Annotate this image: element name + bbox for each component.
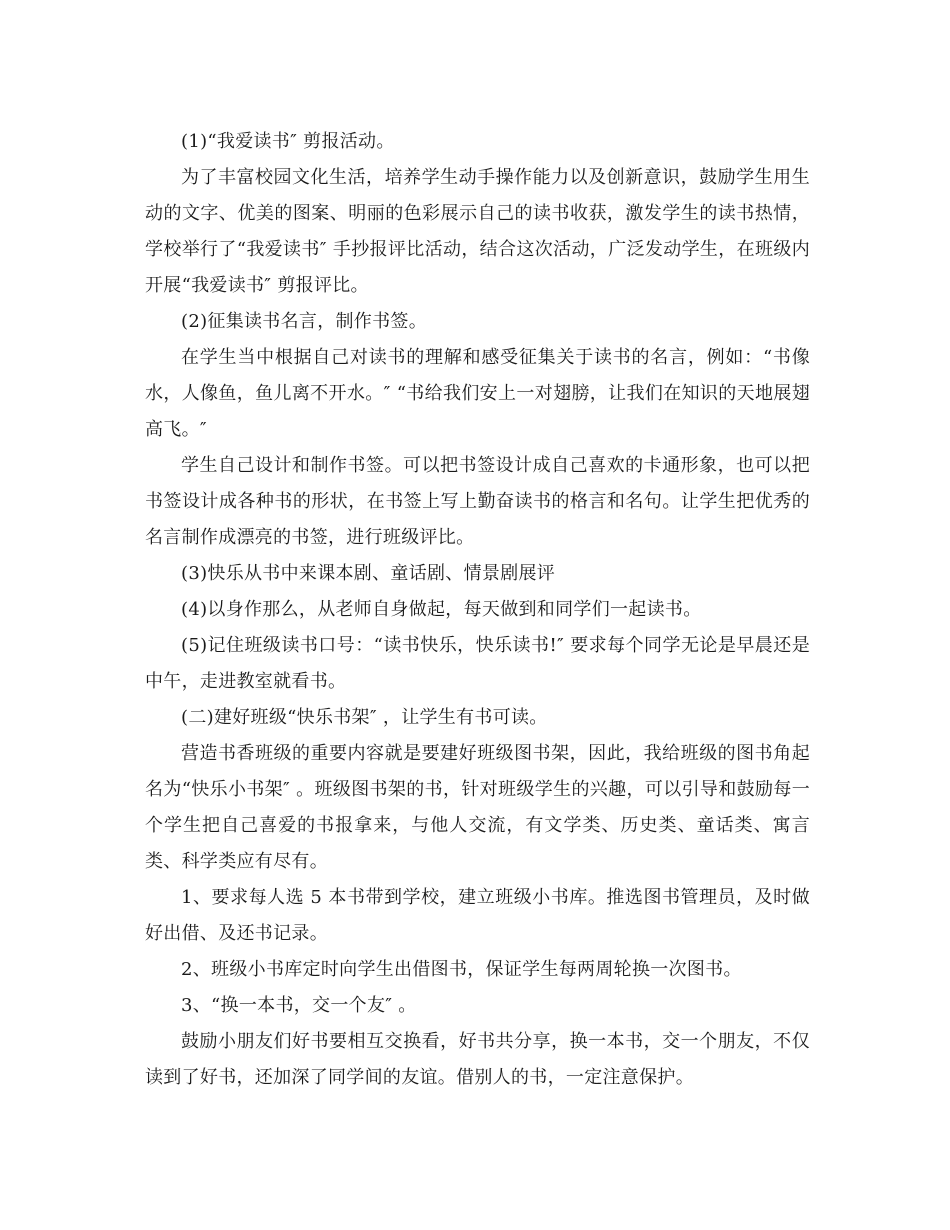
paragraph-rule-2: 2、班级小书库定时向学生出借图书，保证学生每两周轮换一次图书。	[181, 959, 742, 980]
paragraph-teacher-example: (4)以身作那么，从老师自身做起，每天做到和同学们一起读书。	[181, 599, 702, 620]
paragraph-quotes: 在学生当中根据自己对读书的理解和感受征集关于读书的名言，例如：“书像水，人像鱼，鱼儿离不开水。″ “书给我们安上一对翅膀，让我们在知识的天地展翅高飞。″	[145, 347, 810, 440]
paragraph-bookshelf-heading: (二)建好班级“快乐书架″ ，让学生有书可读。	[181, 707, 548, 728]
paragraph-rule-3: 3、“换一本书，交一个友″ 。	[181, 995, 417, 1016]
paragraph-clipping-activity: (1)“我爱读书″ 剪报活动。	[181, 131, 395, 152]
paragraph-bookshelf-details: 营造书香班级的重要内容就是要建好班级图书架，因此，我给班级的图书角起名为“快乐小书架″ 。班级图书架的书，针对班级学生的兴趣，可以引导和鼓励每一个学生把自己喜爱的书报拿来，与他人交流，有文学类、历史类、童话类、寓言类、科学类应有尽有。	[145, 743, 810, 872]
paragraph-drama: (3)快乐从书中来课本剧、童话剧、情景剧展评	[181, 563, 556, 584]
paragraph-bookmark-design: 学生自己设计和制作书签。可以把书签设计成自己喜欢的卡通形象，也可以把书签设计成各种书的形状，在书签上写上勤奋读书的格言和名句。让学生把优秀的名言制作成漂亮的书签，进行班级评比。	[145, 455, 810, 548]
paragraph-slogan: (5)记住班级读书口号：“读书快乐，快乐读书!″ 要求每个同学无论是早晨还是中午，走进教室就看书。	[145, 635, 810, 692]
paragraph-rule-1: 1、要求每人选 5 本书带到学校，建立班级小书库。推选图书管理员，及时做好出借、及还书记录。	[145, 887, 810, 944]
document-page	[145, 124, 810, 1096]
paragraph-bookmark-heading: (2)征集读书名言，制作书签。	[181, 311, 427, 332]
paragraph-exchange: 鼓励小朋友们好书要相互交换看，好书共分享，换一本书，交一个朋友，不仅读到了好书，还加深了同学间的友谊。借别人的书，一定注意保护。	[145, 1031, 810, 1088]
paragraph-clipping-details: 为了丰富校园文化生活，培养学生动手操作能力以及创新意识，鼓励学生用生动的文字、优美的图案、明丽的色彩展示自己的读书收获，激发学生的读书热情，学校举行了“我爱读书″ 手抄报评比活动，结合这次活动，广泛发动学生，在班级内开展“我爱读书″ 剪报评比。	[145, 167, 810, 296]
